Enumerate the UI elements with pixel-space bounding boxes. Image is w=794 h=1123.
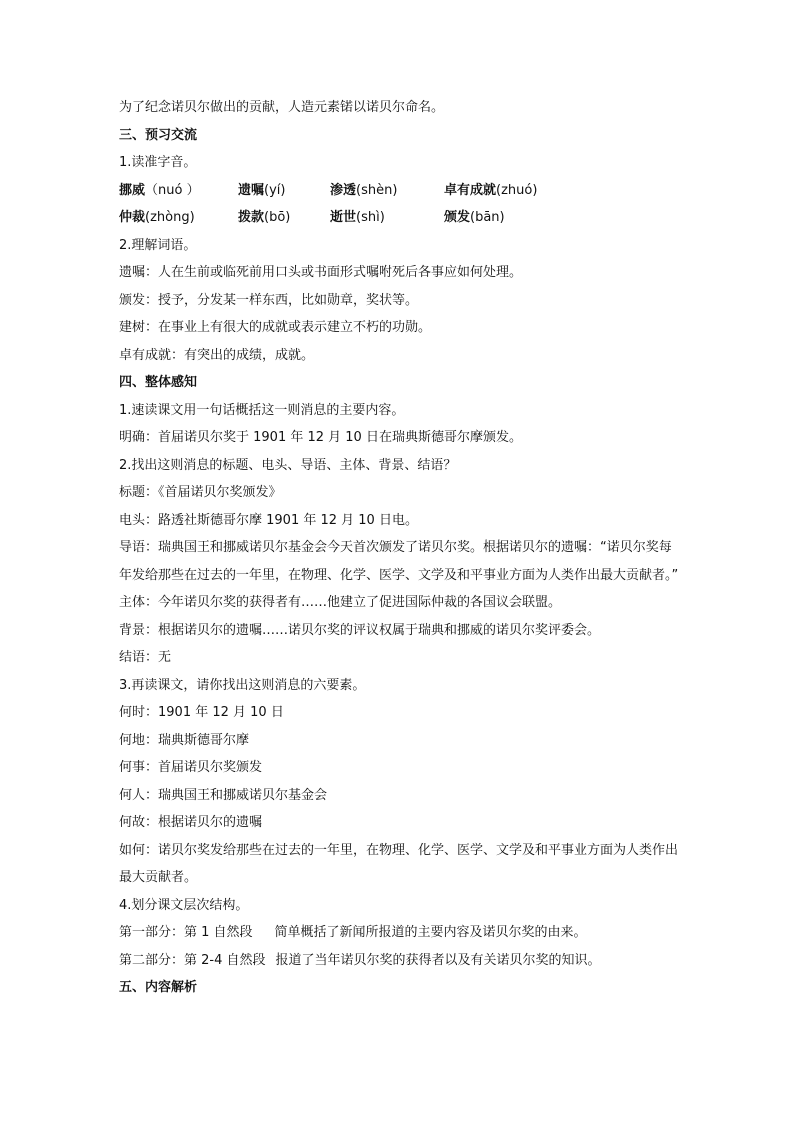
background-line: 背景：根据诺贝尔的遗嘱……诺贝尔奖的评议权属于瑞典和挪威的诺贝尔奖评委会。 [119, 622, 601, 638]
definition-line: 卓有成就：有突出的成绩，成就。 [119, 347, 315, 363]
question-1: 1.速读课文用一句话概括这一则消息的主要内容。 [119, 402, 405, 418]
pinyin-row-1 [119, 177, 679, 205]
pinyin-item: 拨款(bō) [238, 210, 291, 225]
pinyin-item: 挪威（nuó ） [119, 182, 200, 198]
question-2: 2.找出这则消息的标题、电头、导语、主体、背景、结语？ [119, 457, 457, 473]
definition-line: 建树：在事业上有很大的成就或表示建立不朽的功勋。 [119, 320, 432, 335]
ending-line: 结语：无 [119, 650, 172, 665]
definition-line: 颁发：授予，分发某一样东西，比如勋章，奖状等。 [119, 292, 419, 308]
structure-part-2 [119, 947, 679, 975]
pinyin-item: 遗嘱(yí) [238, 182, 286, 198]
pinyin-item: 卓有成就(zhuó) [444, 182, 538, 198]
body-line: 主体：今年诺贝尔奖的获得者有……他建立了促进国际仲裁的各国议会联盟。 [119, 595, 562, 610]
pinyin-item: 仲裁(zhòng) [119, 210, 195, 225]
element-why: 何故：根据诺贝尔的遗嘱 [119, 815, 263, 830]
section-heading-preview: 三、预习交流 [119, 127, 198, 143]
part-2-label: 第二部分：第 2-4 自然段 [119, 952, 266, 968]
definition-line: 遗嘱：人在生前或临死前用口头或书面形式嘱咐死后各事应如何处理。 [119, 265, 523, 280]
element-where: 何地：瑞典斯德哥尔摩 [119, 732, 250, 748]
element-who: 何人：瑞典国王和挪威诺贝尔基金会 [119, 787, 328, 803]
intro-line: 为了纪念诺贝尔做出的贡献，人造元素锘以诺贝尔命名。 [119, 100, 445, 115]
dateline-line: 电头：路透社斯德哥尔摩 1901 年 12 月 10 日电。 [119, 512, 418, 528]
document-content [119, 94, 679, 1002]
pinyin-item: 颁发(bān) [444, 210, 505, 225]
element-what: 何事：首届诺贝尔奖颁发 [119, 760, 263, 775]
part-1-label: 第一部分：第 1 自然段 [119, 925, 253, 940]
section-heading-overview: 四、整体感知 [119, 375, 198, 390]
question-4: 4.划分课文层次结构。 [119, 897, 249, 913]
subheading-vocabulary: 2.理解词语。 [119, 237, 197, 253]
pinyin-item: 渗透(shèn) [330, 182, 398, 198]
part-1-text: 简单概括了新闻所报道的主要内容及诺贝尔奖的由来。 [274, 925, 587, 940]
question-3: 3.再读课文，请你找出这则消息的六要素。 [119, 677, 366, 693]
pinyin-item: 逝世(shì) [330, 210, 385, 225]
pinyin-row-2 [119, 204, 679, 232]
answer-1: 明确：首届诺贝尔奖于 1901 年 12 月 10 日在瑞典斯德哥尔摩颁发。 [119, 430, 522, 445]
title-line: 标题：《首届诺贝尔奖颁发》 [119, 485, 282, 500]
part-2-text: 报道了当年诺贝尔奖的获得者以及有关诺贝尔奖的知识。 [275, 952, 601, 968]
section-heading-analysis: 五、内容解析 [119, 980, 198, 995]
structure-part-1 [119, 919, 679, 947]
element-how: 如何：诺贝尔奖发给那些在过去的一年里，在物理、化学、医学、文学及和平事业方面为人类作出最大贡献者。 [119, 842, 679, 885]
subheading-pronunciation: 1.读准字音。 [119, 155, 197, 170]
lead-paragraph: 导语：瑞典国王和挪威诺贝尔基金会今天首次颁发了诺贝尔奖。根据诺贝尔的遗嘱：“诺贝尔奖每年发给那些在过去的一年里，在物理、化学、医学、文学及和平事业方面为人类作出最大贡献者。” [119, 540, 679, 583]
element-when: 何时：1901 年 12 月 10 日 [119, 705, 284, 720]
